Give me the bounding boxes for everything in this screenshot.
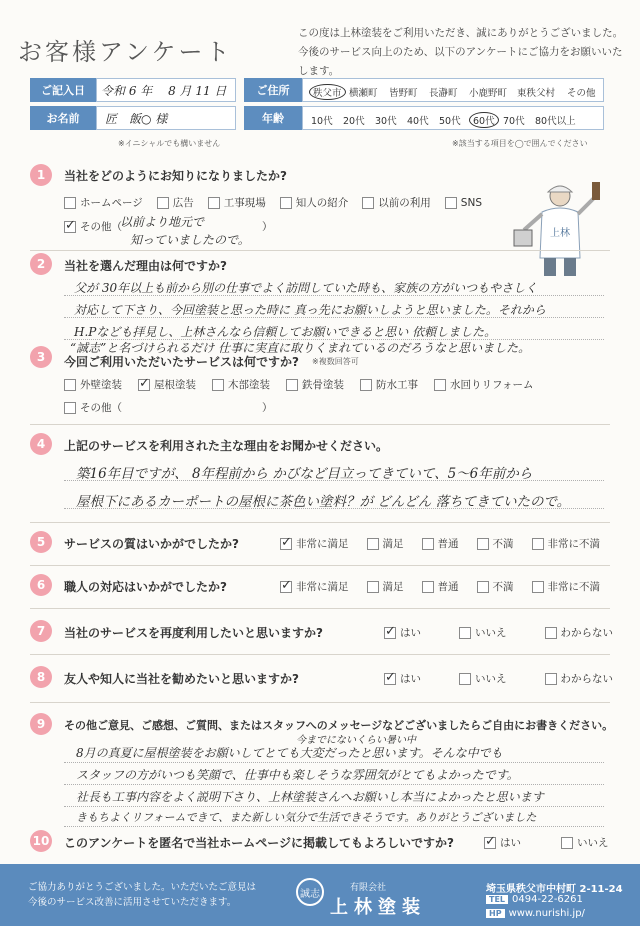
q3-options xyxy=(64,377,533,392)
divider xyxy=(30,654,610,655)
question-number-6: 6 xyxy=(30,574,52,596)
divider xyxy=(30,608,610,609)
q3-note: ※複数回答可 xyxy=(312,357,359,366)
q2-answer-line4: “誠志”と名づけられるだけ 仕事に実直に取りくまれているのだろうなと思いました。 xyxy=(70,341,531,355)
q9-answer-line1: 8月の真夏に屋根塗装をお願いしてとても大変だったと思います。そんな中でも xyxy=(76,746,503,760)
question-number-5: 5 xyxy=(30,531,52,553)
intro-text: この度は上林塗装をご利用いただき、誠にありがとうございました。 今後のサービス向上のため、以下のアンケートにご協力をお願いいたします。 xyxy=(298,27,624,77)
address-option-yokoze[interactable]: 横瀬町 xyxy=(349,88,378,99)
q5-option-dissatisfied[interactable]: 不満 xyxy=(477,536,514,551)
q5-option-very-dissatisfied[interactable]: 非常に不満 xyxy=(532,536,601,551)
q9-answer-line4: きもちよくリフォームできて、また新しい気分で生活できそうです。ありがとうございました xyxy=(76,811,537,824)
question-5-text: サービスの質はいかがでしたか? xyxy=(64,537,239,551)
q10-option-yes[interactable]: ✓ はい xyxy=(484,835,521,850)
age-option-20s[interactable]: 20代 xyxy=(343,116,365,127)
q4-answer-line1: 築16年目ですが、 8年程前から かびなど目立ってきていて、5～6年前から xyxy=(76,466,533,482)
q1-options xyxy=(64,195,482,210)
hp-label: HP xyxy=(486,909,505,918)
q10-options xyxy=(484,835,609,850)
q4-answer-line2: 屋根下にあるカーポートの屋根に茶色い塗料？が どんどん 落ちてきていたので。 xyxy=(76,494,571,510)
tel-label: TEL xyxy=(486,895,508,904)
q1-option-sns[interactable]: SNS xyxy=(445,195,482,210)
q10-option-no[interactable]: いいえ xyxy=(561,835,609,850)
q3-option-exterior-wall[interactable]: 外壁塗装 xyxy=(64,377,122,392)
date-field[interactable] xyxy=(96,78,236,102)
painter-illustration-icon xyxy=(510,178,614,278)
name-field[interactable] xyxy=(96,106,236,130)
divider xyxy=(30,565,610,566)
question-number-2: 2 xyxy=(30,253,52,275)
initial-note: ※イニシャルでも構いません xyxy=(118,139,221,148)
svg-text:上林: 上林 xyxy=(550,228,570,239)
q3-option-steel[interactable]: 鉄骨塗装 xyxy=(286,377,344,392)
q5-option-satisfied[interactable]: 満足 xyxy=(367,536,404,551)
question-3-text: 今回ご利用いただいたサービスは何ですか? xyxy=(64,355,299,369)
age-option-80s[interactable]: 80代以上 xyxy=(535,116,576,127)
question-number-10: 10 xyxy=(30,830,52,852)
address-option-oganomachi[interactable]: 小鹿野町 xyxy=(469,88,508,99)
q9-answer-line3: 社長も工事内容をよく説明下さり、上林塗装さんへお願いし本当によかったと思います xyxy=(76,790,544,804)
question-number-8: 8 xyxy=(30,666,52,688)
q7-option-no[interactable]: いいえ xyxy=(459,625,507,640)
q1-other-close: ） xyxy=(262,221,273,233)
q1-option-previous-use[interactable]: 以前の利用 xyxy=(362,195,431,210)
age-option-60s[interactable]: 60代 xyxy=(469,112,499,128)
q1-other-answer-line1: 以前より地元で xyxy=(120,215,205,229)
address-label: ご住所 xyxy=(244,78,302,102)
address-option-minano[interactable]: 皆野町 xyxy=(389,88,418,99)
age-options xyxy=(302,106,604,130)
address-option-nagatoro[interactable]: 長瀞町 xyxy=(429,88,458,99)
address-option-higashichichibu[interactable]: 東秩父村 xyxy=(517,88,556,99)
company-address: 埼玉県秩父市中村町 2-11-24 xyxy=(486,884,623,895)
question-number-3: 3 xyxy=(30,346,52,368)
question-7-text: 当社のサービスを再度利用したいと思いますか? xyxy=(64,626,323,640)
name-value: 匠 飯○ 様 xyxy=(105,112,168,126)
company-emblem-icon: 誠志 xyxy=(296,878,324,906)
divider xyxy=(30,250,610,251)
q1-option-homepage[interactable]: ホームページ xyxy=(64,195,143,210)
hp-link[interactable]: www.nurishi.jp/ xyxy=(508,908,585,919)
q7-option-unsure[interactable]: わからない xyxy=(545,625,614,640)
divider xyxy=(30,424,610,425)
q2-answer-line3: H.Pなども拝見し、上林さんなら信頼してお願いできると思い 依頼しました。 xyxy=(74,325,497,339)
date-value: 令和 6 年 8 月 11 日 xyxy=(101,84,227,98)
question-number-7: 7 xyxy=(30,620,52,642)
q1-other-answer-line2: 知っていましたので。 xyxy=(130,233,250,247)
q7-options xyxy=(384,625,613,640)
date-label: ご記入日 xyxy=(30,78,96,102)
q5-option-very-satisfied[interactable]: ✓ 非常に満足 xyxy=(280,536,349,551)
q1-option-referral[interactable]: 知人の紹介 xyxy=(280,195,349,210)
page-title: お客様アンケート xyxy=(18,38,233,66)
company-name: 上林塗装 xyxy=(330,897,426,918)
q8-option-yes[interactable]: ✓ はい xyxy=(384,671,421,686)
question-1-text: 当社をどのようにお知りになりましたか? xyxy=(64,169,287,183)
q5-option-normal[interactable]: 普通 xyxy=(422,536,459,551)
age-option-10s[interactable]: 10代 xyxy=(311,116,333,127)
q2-answer-line1: 父が 30年以上も前から別の仕事でよく訪問していた時も、家族の方がいつもやさしく xyxy=(74,281,538,295)
question-number-1: 1 xyxy=(30,164,52,186)
q3-option-wood[interactable]: 木部塗装 xyxy=(212,377,270,392)
company-hp xyxy=(486,908,585,919)
question-9-text: その他ご意見、ご感想、ご質問、またはスタッフへのメッセージなどございましたらご自由にお書きください。 xyxy=(64,719,614,732)
name-label: お名前 xyxy=(30,106,96,130)
q6-option-normal[interactable]: 普通 xyxy=(422,579,459,594)
question-2-text: 当社を選んだ理由は何ですか? xyxy=(64,259,227,273)
address-option-other[interactable]: その他 xyxy=(567,88,596,99)
q6-option-very-satisfied[interactable]: ✓ 非常に満足 xyxy=(280,579,349,594)
address-options xyxy=(302,78,604,102)
q3-option-water-reform[interactable]: 水回りリフォーム xyxy=(434,377,533,392)
company-type: 有限会社 xyxy=(350,883,387,893)
q6-options xyxy=(280,579,600,594)
age-label: 年齢 xyxy=(244,106,302,130)
company-tel xyxy=(486,894,583,905)
q8-option-no[interactable]: いいえ xyxy=(459,671,507,686)
q3-option-waterproof[interactable]: 防水工事 xyxy=(360,377,418,392)
q2-answer-line2: 対応して下さり、今回塗装と思った時に 真っ先にお願いしようと思いました。それから xyxy=(74,303,546,317)
q1-option-construction-site[interactable]: 工事現場 xyxy=(208,195,266,210)
question-number-9: 9 xyxy=(30,713,52,735)
tel-number[interactable]: 0494-22-6261 xyxy=(512,894,583,905)
question-number-4: 4 xyxy=(30,433,52,455)
q9-answer-insert: 今までにないくらい暑い中 xyxy=(296,735,416,746)
q9-answer-line2: スタッフの方がいつも笑顔で、仕事中も楽しそうな雰囲気がとてもよかったです。 xyxy=(76,768,519,782)
question-4-text: 上記のサービスを利用された主な理由をお聞かせください。 xyxy=(64,439,389,453)
circle-note: ※該当する項目を◯で囲んでください xyxy=(452,139,588,148)
question-8-text: 友人や知人に当社を勧めたいと思いますか? xyxy=(64,672,299,686)
age-option-70s[interactable]: 70代 xyxy=(503,116,525,127)
q7-option-yes[interactable]: ✓ はい xyxy=(384,625,421,640)
footer-message: ご協力ありがとうございました。いただいたご意見は 今後のサービス改善に活用させていただきます。 xyxy=(28,882,257,908)
q6-option-dissatisfied[interactable]: 不満 xyxy=(477,579,514,594)
q1-option-ad[interactable]: 広告 xyxy=(157,195,194,210)
q8-options xyxy=(384,671,613,686)
q3-option-other[interactable]: その他（ xyxy=(64,400,122,415)
q3-other-close: ） xyxy=(262,402,273,414)
divider xyxy=(30,702,610,703)
age-option-50s[interactable]: 50代 xyxy=(439,116,461,127)
q5-options xyxy=(280,536,600,551)
q3-option-roof[interactable]: ✓ 屋根塗装 xyxy=(138,377,196,392)
q1-option-other[interactable]: ✓ その他（ xyxy=(64,219,122,234)
divider xyxy=(30,522,610,523)
q8-option-unsure[interactable]: わからない xyxy=(545,671,614,686)
question-6-text: 職人の対応はいかがでしたか? xyxy=(64,580,227,594)
question-10-text: このアンケートを匿名で当社ホームページに掲載してもよろしいですか? xyxy=(64,836,455,850)
age-option-30s[interactable]: 30代 xyxy=(375,116,397,127)
address-option-chichibu[interactable]: 秩父市 xyxy=(309,84,346,100)
q6-option-very-dissatisfied[interactable]: 非常に不満 xyxy=(532,579,601,594)
age-option-40s[interactable]: 40代 xyxy=(407,116,429,127)
q6-option-satisfied[interactable]: 満足 xyxy=(367,579,404,594)
